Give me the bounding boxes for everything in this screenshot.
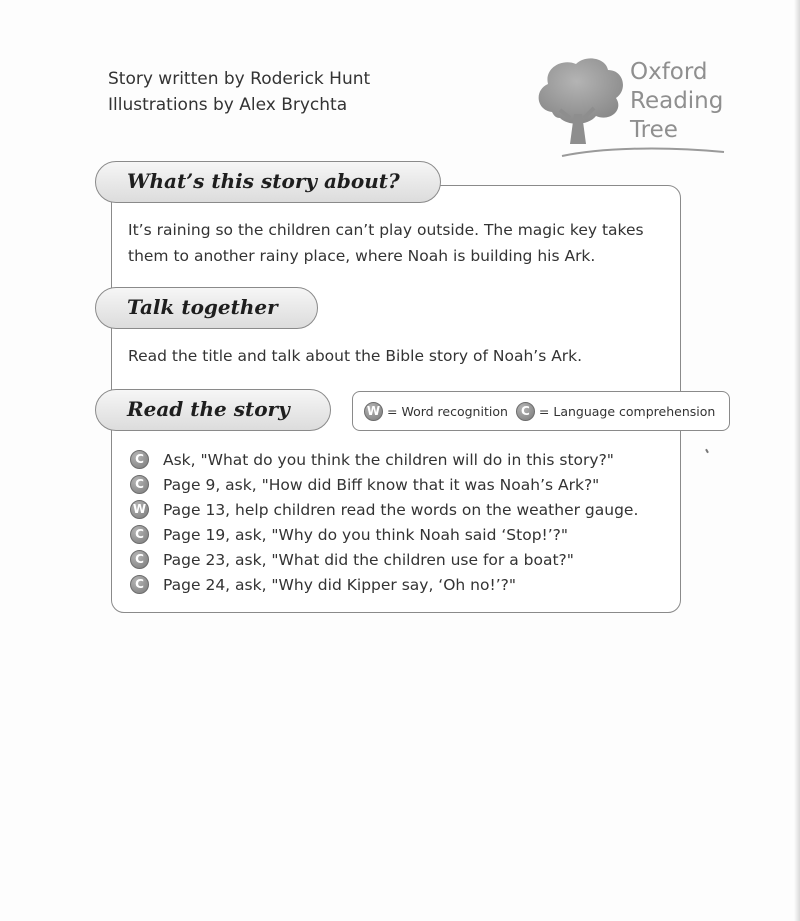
logo-line-tree: Tree <box>630 117 678 143</box>
word-recognition-badge-icon: W <box>364 402 383 421</box>
credits <box>108 66 370 118</box>
talk-together-text: Read the title and talk about the Bible story of Noah’s Ark. <box>128 347 583 365</box>
heading-read-the-story: Read the story <box>95 389 331 431</box>
heading-story-about: What’s this story about? <box>95 161 441 203</box>
list-item <box>130 447 675 472</box>
logo-line-reading: Reading <box>630 88 724 114</box>
question-type-badge-icon: W <box>130 500 149 519</box>
list-item <box>130 472 675 497</box>
paper-speck <box>705 449 709 453</box>
question-text: Ask, "What do you think the children will do in this story?" <box>163 450 614 469</box>
heading-talk-together: Talk together <box>95 287 318 329</box>
question-text: Page 23, ask, "What did the children use for a boat?" <box>163 550 574 569</box>
question-type-badge-icon: C <box>130 450 149 469</box>
list-item <box>130 547 675 572</box>
page-edge-shadow <box>794 0 800 921</box>
question-text: Page 24, ask, "Why did Kipper say, ‘Oh no!’?" <box>163 575 516 594</box>
question-type-badge-icon: C <box>130 525 149 544</box>
author-credit: Story written by Roderick Hunt <box>108 69 371 89</box>
badge-legend <box>352 391 730 431</box>
language-comprehension-label: = Language comprehension <box>538 403 716 419</box>
story-summary: It’s raining so the children can’t play outside. The magic key takes them to another rainy place, where Noah is building his Ark. <box>128 221 644 265</box>
question-text: Page 9, ask, "How did Biff know that it was Noah’s Ark?" <box>163 475 600 494</box>
question-type-badge-icon: C <box>130 575 149 594</box>
question-text: Page 13, help children read the words on the weather gauge. <box>163 500 639 519</box>
language-comprehension-badge-icon: C <box>516 402 535 421</box>
list-item <box>130 497 675 522</box>
word-recognition-label: = Word recognition <box>387 403 508 419</box>
logo-wordmark <box>630 58 723 145</box>
list-item <box>130 572 675 597</box>
list-item <box>130 522 675 547</box>
oxford-reading-tree-logo <box>530 56 730 168</box>
question-list <box>130 447 675 597</box>
question-type-badge-icon: C <box>130 550 149 569</box>
illustrator-credit: Illustrations by Alex Brychta <box>108 95 348 115</box>
question-text: Page 19, ask, "Why do you think Noah said ‘Stop!’?" <box>163 525 569 544</box>
question-type-badge-icon: C <box>130 475 149 494</box>
logo-line-oxford: Oxford <box>630 59 708 85</box>
